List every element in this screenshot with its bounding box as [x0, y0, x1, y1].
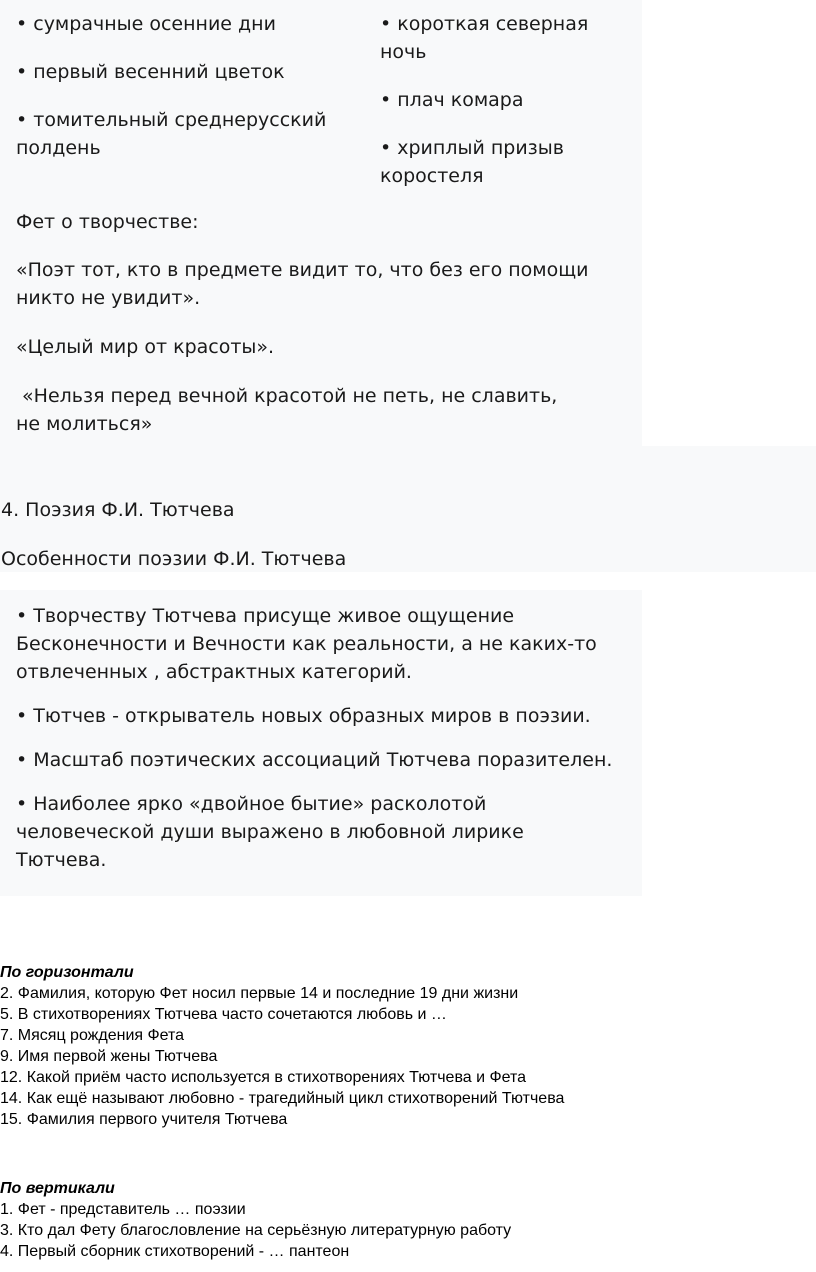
tyutchev-list — [16, 602, 616, 874]
clue: 4. Первый сборник стихотворений - … пантеон — [0, 1243, 350, 1260]
right-column — [380, 10, 620, 190]
clue: 3. Кто дал Фету благословление на серьёзную литературную работу — [0, 1222, 512, 1239]
list-item: • Творчеству Тютчева присуще живое ощущение Бесконечности и Вечности как реальности, а не каких-то отвлеченных , абстрактных категорий. — [16, 605, 597, 683]
section-subheading: Особенности поэзии Ф.И. Тютчева — [1, 548, 347, 570]
horizontal-title: По горизонтали — [0, 964, 134, 981]
clue: 14. Как ещё называют любовно - трагедийный цикл стихотворений Тютчева — [0, 1090, 565, 1107]
clue: 12. Какой приём часто используется в стихотворениях Тютчева и Фета — [0, 1069, 527, 1086]
section-heading: 4. Поэзия Ф.И. Тютчева — [1, 499, 235, 521]
quote: «Нельзя перед вечной красотой не петь, не славить, не молиться» — [16, 385, 564, 435]
list-item: • хриплый призыв коростеля — [380, 137, 564, 187]
list-item: • Масштаб поэтических ассоциаций Тютчева поразителен. — [16, 749, 613, 771]
clue: 5. В стихотворениях Тютчева часто сочетаются любовь и … — [0, 1006, 447, 1023]
clue: 2. Фамилия, которую Фет носил первые 14 и последние 19 дни жизни — [0, 985, 519, 1002]
list-item: • Наиболее ярко «двойное бытие» расколотой человеческой души выражено в любовной лирике Тютчева. — [16, 793, 524, 871]
left-column — [16, 10, 346, 162]
list-item: • первый весенний цветок — [16, 61, 285, 83]
clue: 1. Фет - представитель … поэзии — [0, 1201, 246, 1218]
clue: 15. Фамилия первого учителя Тютчева — [0, 1111, 288, 1128]
quote: «Поэт тот, кто в предмете видит то, что без его помощи никто не увидит». — [16, 259, 589, 309]
crossword-clues — [0, 962, 564, 1262]
fet-label: Фет о творчестве: — [16, 211, 199, 233]
list-item: • сумрачные осенние дни — [16, 13, 276, 35]
quote: «Целый мир от красоты». — [16, 336, 275, 358]
list-item: • Тютчев - открыватель новых образных миров в поэзии. — [16, 705, 591, 727]
vertical-title: По вертикали — [0, 1180, 115, 1197]
clue: 9. Имя первой жены Тютчева — [0, 1048, 218, 1065]
list-item: • томительный среднерусский полдень — [16, 109, 327, 159]
list-item: • плач комара — [380, 89, 524, 111]
clue: 7. Мясяц рождения Фета — [0, 1027, 185, 1044]
list-item: • короткая северная ночь — [380, 13, 589, 63]
